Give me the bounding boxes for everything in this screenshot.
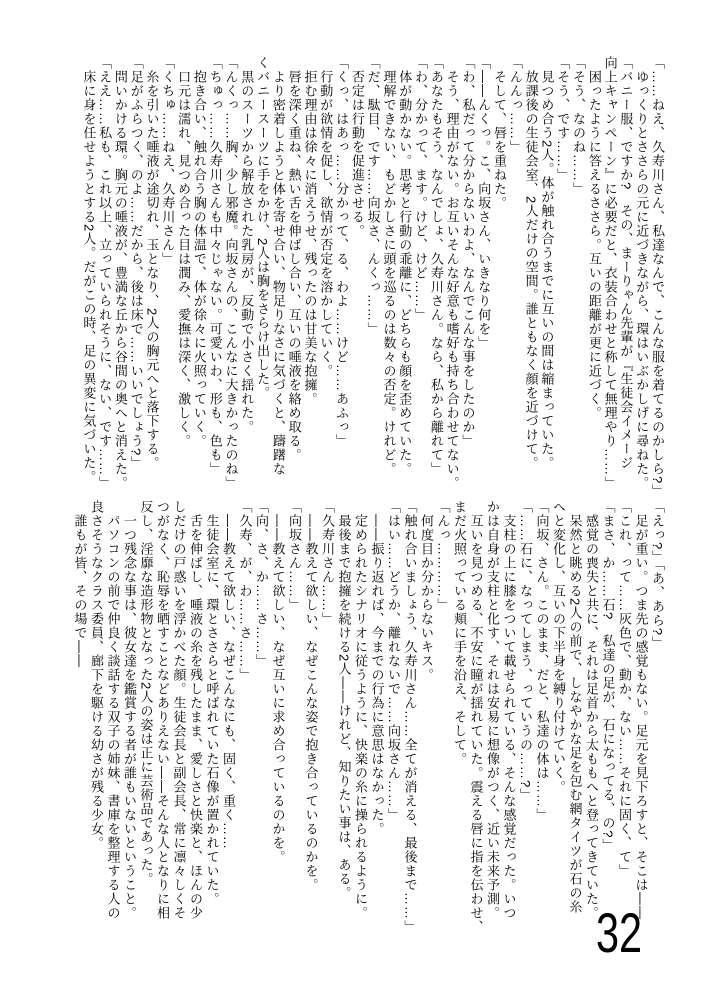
text-line: 抱き合い、触れ合う胸の体温で、体が徐々に火照っていく。 — [191, 70, 207, 448]
text-block-top — [77, 56, 665, 506]
text-line: より密着しようと体を寄せ合い、物足りなさに気づくと、躊躇な — [270, 70, 286, 476]
text-line: つがなく、恥辱を晒すことなどありえない――そんな人となりに相 — [155, 500, 170, 920]
text-line: 「んくっ……胸、少し邪魔。向坂さんの、こんなに大きかったのね」 — [223, 56, 239, 490]
text-line: 床に身を任せようとする2人。だがこの時、足の異変に気づいた。 — [81, 70, 97, 485]
text-line: 理解できない、もどかしさに頭を巡るのは数々の否定。けれど。 — [381, 70, 397, 476]
text-line: 「だ、駄目、です……向坂さ、んくっ……」 — [365, 56, 381, 336]
text-line: 生徒会室に、環とささらと呼ばれていた石像が置かれていた。 — [204, 514, 220, 906]
text-line: 呆然と眺める2人の前で、しなやかな足を包む網タイツが石の糸 — [567, 514, 583, 915]
text-line: 体が動かない。思考と行動の乖離に、どちらも顔を歪めていた。 — [397, 70, 413, 476]
text-line: 「足がふらつく、のよ……だから、後は床で……いいでしょう?」 — [128, 56, 144, 471]
text-line: 黒のスーツから解放された乳房が、反動で小さく揺れた。 — [239, 70, 255, 434]
text-line: 放課後の生徒会室、2人だけの空間。誰ともなく顔を近づけて。 — [523, 70, 539, 471]
text-line: そう、理由がない。お互いそんな好意も嗜好も持ち合わせてない。 — [444, 70, 460, 490]
text-line: 拒む理由は徐々に消えうせ、残ったのは甘美な抱擁。 — [302, 70, 318, 406]
text-line: ゆっくりとささらの元に近づきながら、環はいぶかしげに尋ねた。 — [634, 70, 650, 490]
text-line: 支柱の上に膝をついて載せられている、そんな感覚だった。いつ — [501, 514, 517, 920]
text-line: 否定は行動を促進させる。 — [349, 70, 365, 238]
text-line: 「久寿川さん……」 — [320, 500, 335, 626]
text-line: 行動が欲情を促し、欲情が否定を溶かしていく。 — [318, 70, 334, 378]
text-line: ――教えて欲しい、なぜ互いに求め合っているのかを。 — [270, 514, 286, 864]
text-line: まだ火照っている頬に手を沿え、そして。 — [452, 500, 467, 766]
text-line: パソコンの前で仲良く談話する双子の姉妹、書庫を整理する人の — [105, 514, 121, 920]
text-line: 反し、淫靡な造形物となった2人の姿は正に芸術品であった。 — [138, 500, 154, 887]
text-line: 一つ残念な事は、彼女達を鑑賞する者が誰もいないということ。 — [122, 514, 137, 920]
text-block-bottom — [71, 500, 665, 964]
text-line: 見つめ合う2人。体が触れ合うまでに互いの間は縮まっていた。 — [539, 70, 555, 471]
text-line: 定められたシナリオに従うように、快楽の糸に操られるように。 — [353, 514, 368, 920]
text-line: 最後まで抱擁を続ける2人――けれど、知りたい事は、ある。 — [336, 514, 352, 901]
text-line: 「バニー服、ですか? その、まーりゃん先輩が『生徒会イメージ — [618, 56, 634, 471]
text-line: 「これ、って……灰色で、動か、ない……それに固く、て」 — [617, 500, 632, 878]
text-line: 「わ、分かって、ます。けど、けど……」 — [413, 56, 429, 322]
text-line: 「んんっ……」 — [507, 56, 523, 154]
text-line: 「くちゅ……ねえ、久寿川さん」 — [160, 56, 176, 266]
text-line: 誰もが皆、その場で―― — [72, 514, 88, 668]
page-number: 32 — [596, 901, 643, 964]
text-line: 口元は濡れ、見つめ合った目は潤み、愛撫は深く、激しく。 — [176, 70, 192, 448]
text-line: 問いかける環。胸元の唾液が、豊満な丘から谷間の奥へと消えた。 — [112, 70, 128, 490]
text-line: そして、唇を重ねた。 — [492, 70, 508, 210]
text-line: 「触れ合いましょう、久寿川さん……全てが消える、最後まで……」 — [402, 500, 418, 934]
text-line: 何度目か分からないキス。 — [419, 514, 434, 682]
text-line: 唇を深く重ね、熱い舌を伸ばし合い、互いの唾液を絡め取る。 — [286, 70, 302, 462]
text-line: 「……石に、なってしまう、っていうの……?」 — [518, 500, 533, 803]
text-line: 「向、さ、か……さ……」 — [254, 500, 269, 668]
text-line: 困ったように答えるささら。互いの距離が更に近づく。 — [586, 70, 602, 420]
text-line: 「わ、私だって分からないわよ、なんでこんな事をしたのか」 — [460, 56, 476, 448]
text-line: 「向坂、さん。このまま、だと、私達の体は……」 — [534, 500, 550, 822]
text-line: 舌を伸ばし、唾液の糸を残したまま、愛しさと快楽と、ほんの少 — [188, 514, 203, 920]
text-line: 「そう、です……」 — [555, 56, 571, 182]
text-line: 「はい……どうか、離れないで……向坂さん……」 — [386, 500, 401, 822]
text-line: 「くっ、はあっ……分かって、る、わよ……けど……あふっ」 — [334, 56, 350, 448]
text-line: ――教えて欲しい、なぜこんなにも、固く、重く…… — [221, 514, 236, 850]
text-line: 互いを見つめる、不安に瞳が揺れていた。震える唇に指を伝わせ、 — [468, 514, 484, 934]
text-line: 「向坂さん……」 — [287, 500, 302, 612]
text-line: 「――んくっ。こ、向坂さん、いきなり何を」 — [476, 56, 492, 350]
text-line: くバニースーツに手をかけ、2人は胸をさらけ出した。 — [255, 56, 271, 401]
text-line: 向上キャンペーン』に必要だと、衣装合わせと称して無理やり……」 — [602, 56, 618, 490]
text-line: 「久寿、が、わ……さ……」 — [237, 500, 253, 682]
text-line: 「……ねえ、久寿川さん、私達なんで、こんな服を着てるのかしら?」 — [650, 56, 665, 499]
text-line: ――教えて欲しい、なぜこんな姿で抱き合っているのかを。 — [303, 514, 319, 892]
text-line: 「ちゅっ……久寿川さんも中々じゃない。可愛いわ、形も、色も」 — [207, 56, 223, 476]
text-line: 良さそうなクラス委員、廊下を駆ける幼さが残る少女。 — [89, 500, 104, 850]
text-line: 「んっ…………」 — [435, 500, 451, 612]
text-line: へと変化し、互いの下半身を縛り付けていく。 — [551, 500, 566, 794]
text-line: 「えっ?」「あ、あら?」 — [650, 500, 665, 650]
text-line: 感覚の喪失と共に、それは足首から太ももへと登ってきていた。 — [584, 514, 599, 920]
text-line: しだけの戸惑いを浮かべた顔。生徒会長と副会長、常に凛々しくそ — [171, 500, 187, 920]
text-line: ――振り返れば、今までの行為に意思はなかった。 — [369, 514, 385, 836]
text-line: 「ええ……私も、これ以上、立っていられそうに、ない、です……」 — [97, 56, 113, 490]
text-line: 糸を引いた唾液が途切れ、玉となり、2人の胸元へと落下する。 — [144, 70, 160, 471]
text-line: 「あなたもそう、なんでしょ、久寿川さん。なら、私から離れて」 — [428, 56, 444, 476]
text-line: 「そう、なのね……」 — [571, 56, 587, 196]
text-line: 足が重い。つま先の感覚もない。足元を見下ろすと、そこは―― — [633, 514, 649, 920]
text-line: 「まさ、か……石? 私達の足が、石になってる、の?」 — [600, 500, 616, 853]
text-line: かは自身が支柱と化す、それは安易に想像がつく、近い未来予測。 — [485, 500, 500, 920]
